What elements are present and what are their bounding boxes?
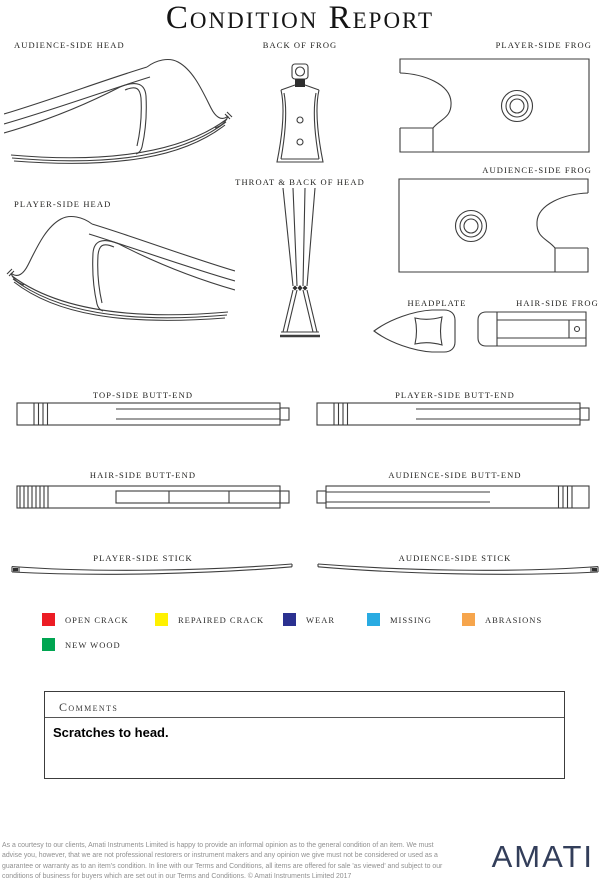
hair-side-butt-end-drawing — [15, 483, 291, 511]
label-back-of-frog: BACK OF FROG — [262, 40, 338, 50]
label-player-side-stick: PLAYER-SIDE STICK — [93, 553, 193, 563]
label-top-side-butt-end: TOP-SIDE BUTT-END — [92, 390, 194, 400]
label-hair-side-frog: HAIR-SIDE FROG — [516, 298, 599, 308]
label-audience-side-head: AUDIENCE-SIDE HEAD — [14, 40, 125, 50]
hair-side-frog-drawing — [476, 310, 588, 348]
label-hair-side-butt-end: HAIR-SIDE BUTT-END — [89, 470, 197, 480]
legend-label: REPAIRED CRACK — [178, 614, 265, 625]
repaired-crack-swatch — [155, 613, 168, 626]
player-side-frog-drawing — [396, 56, 592, 156]
legend-label: MISSING — [390, 614, 432, 625]
legend-item-missing — [367, 613, 432, 626]
throat-back-of-head-drawing — [276, 186, 324, 340]
throat-pins — [293, 285, 308, 291]
legend-item-repaired-crack — [155, 613, 264, 626]
audience-side-stick-drawing — [315, 561, 600, 579]
legend-item-open-crack — [42, 613, 129, 626]
comments-box — [44, 691, 565, 779]
label-audience-side-frog: AUDIENCE-SIDE FROG — [482, 165, 592, 175]
player-side-stick-drawing — [9, 561, 295, 579]
audience-side-head-drawing — [4, 57, 234, 175]
player-side-butt-end-drawing — [315, 400, 591, 428]
missing-swatch — [367, 613, 380, 626]
frog-eye — [502, 91, 533, 122]
page-title: Condition Report — [165, 0, 435, 36]
legend-item-new-wood — [42, 638, 121, 651]
label-player-side-frog: PLAYER-SIDE FROG — [495, 40, 592, 50]
label-player-side-butt-end: PLAYER-SIDE BUTT-END — [395, 390, 515, 400]
player-side-head-drawing — [5, 214, 235, 332]
top-side-butt-end-drawing — [15, 400, 291, 428]
wear-swatch — [283, 613, 296, 626]
comments-header: Comments — [45, 692, 564, 718]
back-of-frog-drawing — [272, 62, 328, 170]
legend-label: OPEN CRACK — [65, 614, 129, 625]
comments-text: Scratches to head. — [53, 725, 169, 740]
amati-logo: AMATI — [491, 839, 594, 874]
open-crack-swatch — [42, 613, 55, 626]
frog-eye — [456, 211, 487, 242]
audience-side-frog-drawing — [396, 176, 592, 276]
legend-label: NEW WOOD — [65, 639, 121, 650]
label-throat-back-of-head: THROAT & BACK OF HEAD — [235, 177, 365, 187]
headplate-drawing — [372, 306, 460, 356]
abrasions-swatch — [462, 613, 475, 626]
disclaimer-text: As a courtesy to our clients, Amati Instruments Limited is happy to provide an informal opinion as to the general condition of an item. We must advise you, however, that we are not professional restorers or instrument makers and any opinion we give must not be considered or used as a guarantee or warranty as to an item's condition. In line with our Terms and Conditions, all items are offered for sale 'as viewed' and subject to our conditions of business for buyers which are set out in our Terms and Conditions. © Amati Instruments Limited 2017 — [2, 842, 443, 880]
new-wood-swatch — [42, 638, 55, 651]
label-audience-side-butt-end: AUDIENCE-SIDE BUTT-END — [388, 470, 522, 480]
label-audience-side-stick: AUDIENCE-SIDE STICK — [398, 553, 512, 563]
label-player-side-head: PLAYER-SIDE HEAD — [14, 199, 112, 209]
frog-screw-block — [295, 79, 305, 87]
legend-item-abrasions — [462, 613, 542, 626]
legend-label: ABRASIONS — [485, 614, 543, 625]
label-headplate: HEADPLATE — [407, 298, 467, 308]
legend-item-wear — [283, 613, 335, 626]
legend-label: WEAR — [306, 614, 336, 625]
audience-side-butt-end-drawing — [315, 483, 591, 511]
